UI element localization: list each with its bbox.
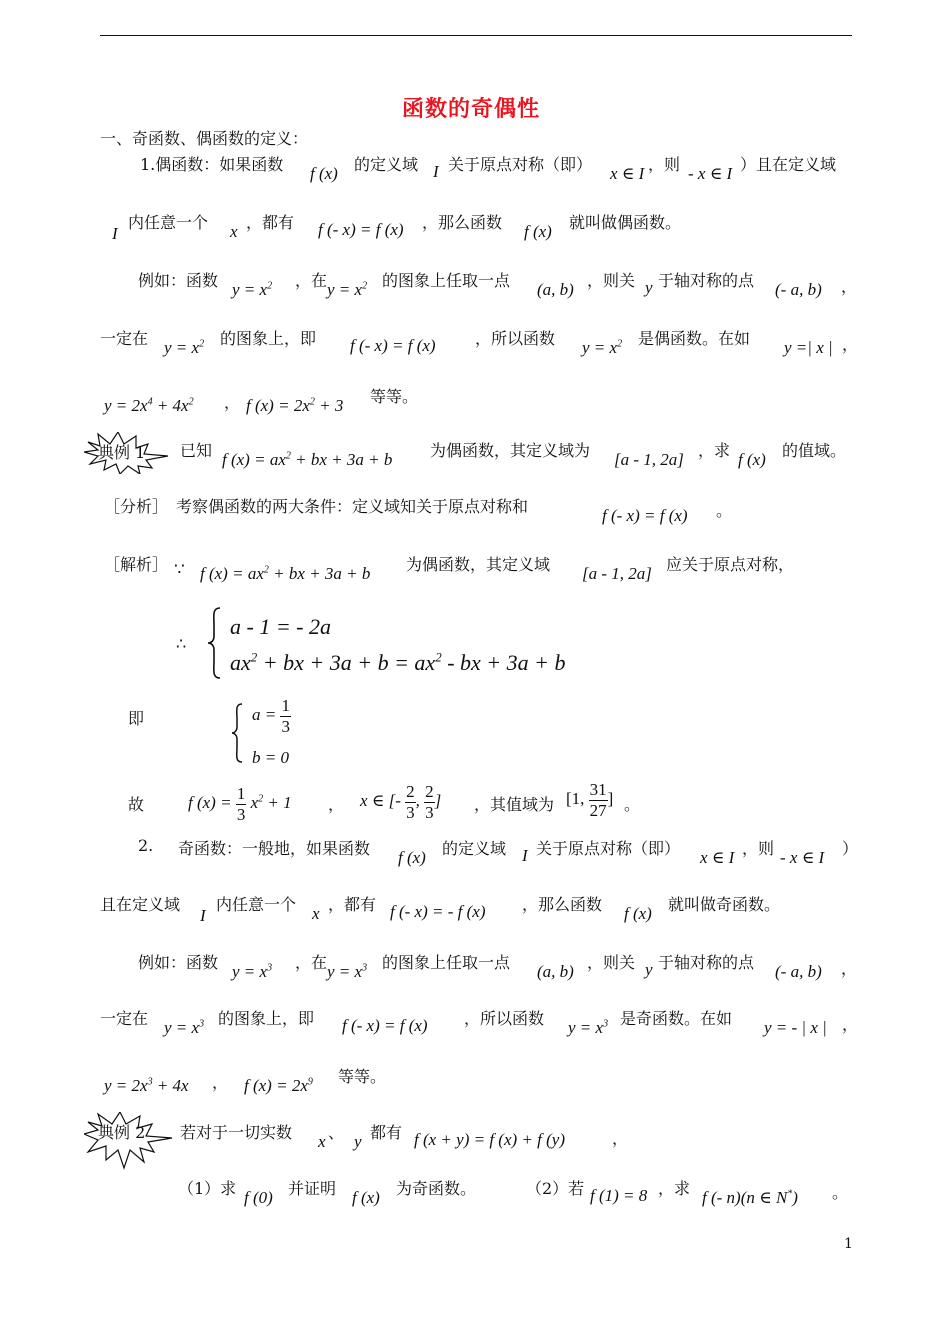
- solution-domain: [a - 1, 2a]: [582, 564, 652, 583]
- left-brace-1: [206, 606, 222, 680]
- odd-def-close-paren: ）: [842, 839, 859, 858]
- odd-formula-I: I: [522, 846, 528, 865]
- even-ex-text-c: 的图象上任取一点: [382, 271, 511, 290]
- odd-ex2-text-d: 是奇函数。在如: [620, 1009, 733, 1028]
- odd-def-line1: [138, 836, 858, 876]
- odd-def-text-a: 奇函数：一般地，如果函数: [178, 839, 371, 858]
- analysis-label: ［分析］: [104, 497, 169, 516]
- example1-line: [84, 432, 864, 480]
- analysis-line: [104, 494, 864, 534]
- solution-label: ［解析］: [104, 555, 169, 574]
- solution-a: a = $\frac{1}{3}$: [252, 696, 290, 736]
- result-domain: x ∈ [- $\frac{2}{3}$ , $\frac{2}{3}$ ]: [360, 782, 442, 822]
- even-ex-formula-2: $y = x^2$: [327, 280, 368, 299]
- because-symbol: ∵: [174, 560, 185, 579]
- question1-label: （1）求: [178, 1179, 237, 1198]
- even-ex2-comma: ，: [842, 335, 859, 354]
- even-formula-negx-in-I: - x ∈ I: [688, 164, 733, 183]
- example1-text-d: 的值域。: [782, 441, 847, 460]
- page-number: 1: [844, 1236, 853, 1252]
- odd-ex2-formula-3: $y = x^3$: [568, 1018, 609, 1037]
- question2-target: f (- n)(n ∈ N*): [702, 1188, 798, 1207]
- question1-text: 并证明: [288, 1179, 337, 1198]
- equation-1: a - 1 = - 2a: [230, 614, 331, 639]
- odd-formula-fx2: f (x): [624, 904, 652, 923]
- odd-example-line3: [100, 1064, 860, 1104]
- odd-ex-text-b: ，在: [295, 953, 328, 972]
- left-brace-2: [230, 702, 244, 764]
- odd-ex-formula-2: $y = x^3$: [327, 962, 368, 981]
- even-ex2-formula-2: f (- x) = f (x): [350, 336, 436, 355]
- range-text: ，其值域为: [474, 795, 555, 814]
- even-def-text-b: 的定义域: [354, 155, 419, 174]
- result-function: f (x) = $\frac{1}{3}$ $x^2 + 1$: [188, 784, 292, 824]
- example1-label: 典例 1: [98, 443, 146, 462]
- odd-def2-text-b: 内任意一个: [216, 895, 297, 914]
- even-ex-text-a: 例如：函数: [138, 271, 219, 290]
- even-def2-text-c: ，那么函数: [422, 213, 503, 232]
- equation-system-1: [170, 604, 590, 684]
- even-def-text-a: 1.偶函数：如果函数: [140, 155, 284, 174]
- odd-ex-sym-point: (- a, b): [775, 962, 822, 981]
- example2-text-a: 若对于一切实数: [180, 1123, 293, 1142]
- odd-formula-negx-in-I: - x ∈ I: [780, 848, 825, 867]
- solution-text-a: 为偶函数，其定义域: [406, 555, 551, 574]
- example2-label: 典例 2: [98, 1123, 146, 1142]
- odd-ex2-formula-4: y = - | x |: [764, 1018, 827, 1037]
- analysis-end: 。: [716, 501, 733, 520]
- example2-line: [84, 1112, 864, 1172]
- even-ex-point: (a, b): [537, 280, 574, 299]
- odd-ex2-text-b: 的图象上，即: [218, 1009, 315, 1028]
- even-ex-text-b: ，在: [295, 271, 328, 290]
- example1-formula-fx: f $(x) = ax^2$ + bx + 3a + b: [222, 450, 393, 469]
- range-end: 。: [624, 795, 641, 814]
- even-def2-text-d: 就叫做偶函数。: [569, 213, 682, 232]
- example1-fx2: f (x): [738, 450, 766, 469]
- analysis-formula: f (- x) = f (x): [602, 506, 688, 525]
- even-ex2-text-b: 的图象上，即: [220, 329, 317, 348]
- odd-ex3-comma: ，: [212, 1073, 229, 1092]
- even-ex2-text-c: ，所以函数: [475, 329, 556, 348]
- example1-text-a: 已知: [180, 441, 213, 460]
- odd-ex2-text-c: ，所以函数: [464, 1009, 545, 1028]
- question2-text: ，求: [658, 1179, 691, 1198]
- result-comma: ，: [328, 795, 345, 814]
- even-ex2-formula-4: y =| x |: [784, 338, 833, 357]
- odd-ex-text-c: 的图象上任取一点: [382, 953, 511, 972]
- odd-ex3-formula-1: $y = 2x^3 + 4x$: [104, 1076, 189, 1095]
- odd-ex-text-e: 于轴对称的点: [658, 953, 755, 972]
- even-ex3-formula-2: f $(x) = 2x^2 + 3$: [246, 396, 344, 415]
- even-ex-y: y: [645, 278, 653, 297]
- odd-formula-I2: I: [200, 906, 206, 925]
- odd-ex-text-a: 例如：函数: [138, 953, 219, 972]
- even-ex3-formula-1: $y = 2x^4 + 4x^2$: [104, 396, 194, 415]
- even-formula-fx2: f (x): [524, 222, 552, 241]
- question2-label: （2）若: [526, 1179, 585, 1198]
- odd-example-line1: [100, 950, 860, 990]
- even-example-line2: [100, 326, 860, 366]
- example1-text-b: 为偶函数，其定义域为: [430, 441, 591, 460]
- odd-example-line2: [100, 1006, 860, 1046]
- odd-formula-x: x: [312, 904, 320, 923]
- even-example-line3: [100, 384, 860, 424]
- even-ex-comma: ，: [841, 277, 858, 296]
- even-formula-I: I: [433, 162, 439, 181]
- example1-text-c: ，求: [698, 441, 731, 460]
- even-formula-x: x: [230, 222, 238, 241]
- odd-def-text-c: 关于原点对称（即）: [536, 839, 681, 858]
- even-ex-sym-point: (- a, b): [775, 280, 822, 299]
- ji-label: 即: [128, 709, 145, 728]
- odd-ex-comma: ，: [841, 959, 858, 978]
- odd-ex2-formula-1: $y = x^3$: [164, 1018, 205, 1037]
- even-ex2-text-a: 一定在: [100, 329, 149, 348]
- even-ex-text-e: 于轴对称的点: [658, 271, 755, 290]
- odd-ex3-text: 等等。: [338, 1067, 387, 1086]
- even-def2-text-a: 内任意一个: [128, 213, 209, 232]
- example2-x: x: [318, 1132, 326, 1151]
- odd-def-line2: [100, 892, 860, 932]
- example1-domain: [a - 1, 2a]: [614, 450, 684, 469]
- example2-questions: [178, 1176, 858, 1216]
- even-def-text-c: 关于原点对称（即）: [448, 155, 593, 174]
- odd-def2-text-c: ，都有: [328, 895, 377, 914]
- solution-b: b = 0: [252, 748, 289, 767]
- example2-y: y: [354, 1132, 362, 1151]
- odd-ex3-formula-2: f $(x) = 2x^9$: [244, 1076, 313, 1095]
- example2-comma: ，: [612, 1129, 629, 1148]
- odd-def-text-b: 的定义域: [442, 839, 507, 858]
- section-heading: 一、奇函数、偶函数的定义：: [100, 129, 309, 148]
- even-ex3-text: 等等。: [370, 387, 419, 406]
- even-def-line2: [100, 210, 860, 250]
- odd-ex-formula-1: $y = x^3$: [232, 962, 273, 981]
- page-title: 函数的奇偶性: [402, 96, 541, 122]
- even-def-line1: [140, 152, 860, 192]
- odd-def-num: 2.: [138, 836, 154, 855]
- odd-formula-fx: f (x): [398, 848, 426, 867]
- question1-end: 为奇函数。: [396, 1179, 477, 1198]
- header-rule: [100, 35, 852, 36]
- question2-end: 。: [832, 1183, 849, 1202]
- equation-2: $ax^2$ + bx + $3a + b = ax^2$ - bx + 3a + b: [230, 649, 566, 675]
- odd-ex-text-d: ，则关: [587, 953, 636, 972]
- odd-ex2-comma: ，: [842, 1015, 859, 1034]
- odd-ex2-formula-2: f (- x) = f (x): [342, 1016, 428, 1035]
- even-formula-x-in-I: x ∈ I: [610, 164, 645, 183]
- gu-label: 故: [128, 795, 145, 814]
- analysis-text: 考察偶函数的两大条件：定义域知关于原点对称和: [176, 497, 529, 516]
- even-ex3-comma: ，: [224, 393, 241, 412]
- even-formula-I2: I: [112, 224, 118, 243]
- range-value: [1, $\frac{31}{27}$ ]: [566, 780, 614, 820]
- even-def-text-d: ，则: [648, 155, 681, 174]
- even-ex2-text-d: 是偶函数。在如: [638, 329, 751, 348]
- question2-given: f (1) = 8: [590, 1186, 648, 1205]
- example2-text-c: 都有: [370, 1123, 403, 1142]
- therefore-symbol: ∴: [176, 634, 187, 653]
- even-ex-formula-1: $y = x^2$: [232, 280, 273, 299]
- even-ex-text-d: ，则关: [587, 271, 636, 290]
- odd-def-text-d: ，则: [742, 839, 775, 858]
- odd-ex2-text-a: 一定在: [100, 1009, 149, 1028]
- even-formula-condition: f (- x) = f (x): [318, 220, 404, 239]
- even-def2-text-b: ，都有: [246, 213, 295, 232]
- solution-text-b: 应关于原点对称，: [666, 555, 795, 574]
- odd-def2-text-e: 就叫做奇函数。: [668, 895, 781, 914]
- even-formula-fx: f (x): [310, 164, 338, 183]
- odd-def2-text-a: 且在定义域: [100, 895, 181, 914]
- solution-formula: f $(x) = ax^2$ + bx + 3a + b: [200, 564, 371, 583]
- odd-ex-y: y: [645, 960, 653, 979]
- question1-f0: f (0): [244, 1188, 273, 1207]
- even-example-line1: [100, 268, 860, 308]
- example2-text-b: 、: [328, 1123, 345, 1142]
- even-def-text-e: ）且在定义域: [740, 155, 837, 174]
- odd-formula-condition: f (- x) = - f (x): [390, 902, 486, 921]
- odd-ex-point: (a, b): [537, 962, 574, 981]
- odd-formula-x-in-I: x ∈ I: [700, 848, 735, 867]
- example2-functional-eq: f (x + y) = f (x) + f (y): [414, 1130, 565, 1149]
- solution-line: [104, 552, 864, 592]
- equation-system-2: [128, 690, 428, 770]
- question1-fx: f (x): [352, 1188, 380, 1207]
- result-line: [128, 776, 848, 832]
- even-ex2-formula-3: $y = x^2$: [582, 338, 623, 357]
- odd-def2-text-d: ，那么函数: [522, 895, 603, 914]
- even-ex2-formula-1: $y = x^2$: [164, 338, 205, 357]
